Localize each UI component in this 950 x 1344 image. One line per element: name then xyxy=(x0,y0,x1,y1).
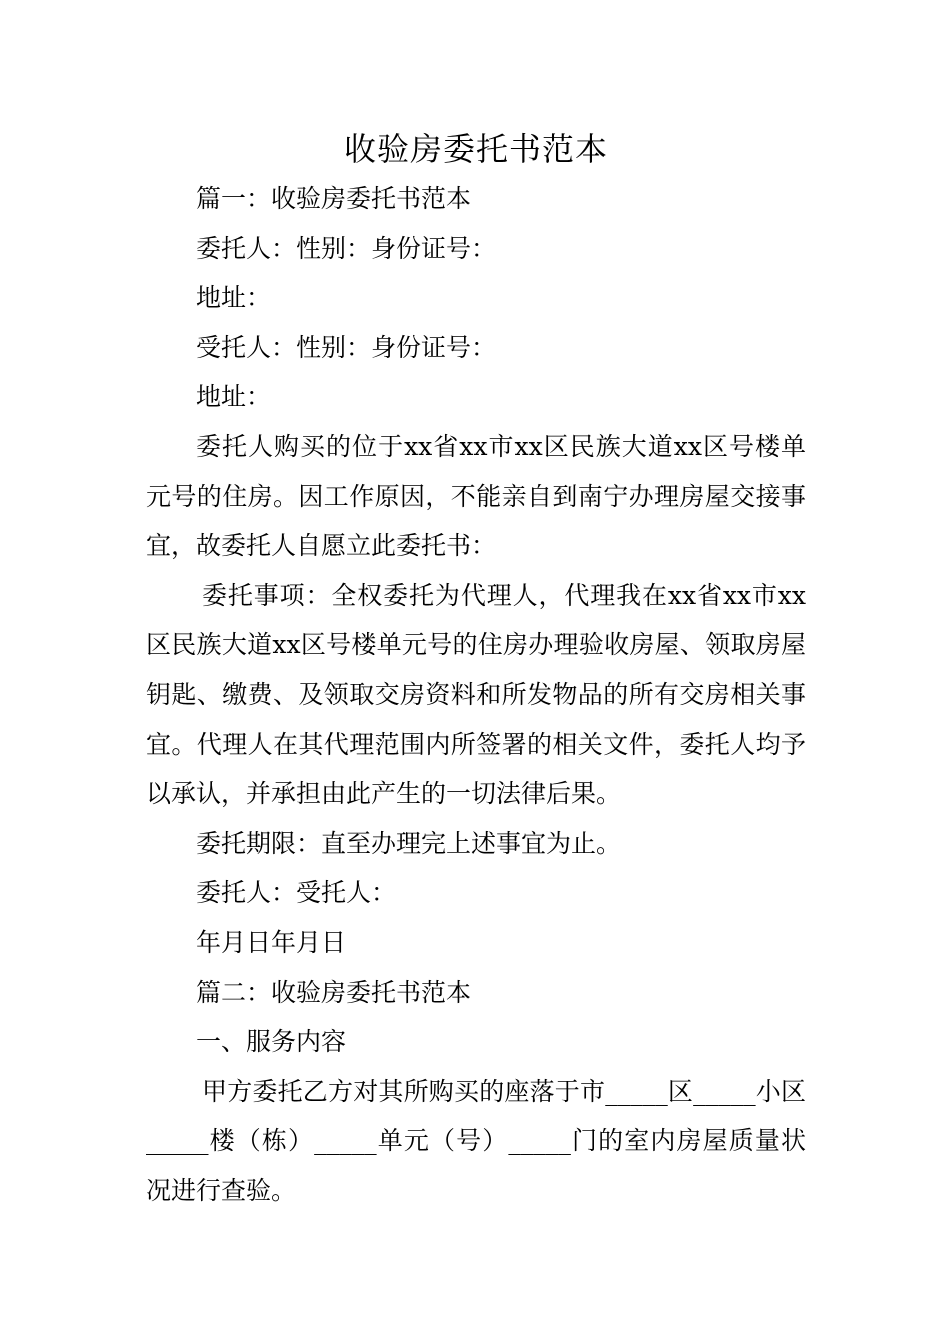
agent-address-line: 地址： xyxy=(196,382,272,412)
service-content-heading: 一、服务内容 xyxy=(196,1027,347,1057)
date-line: 年月日年月日 xyxy=(196,927,347,957)
entrusted-matters-paragraph: 委托事项：全权委托为代理人，代理我在xx省xx市xx区民族大道xx区号楼单元号的住房办理验收房屋、领取房屋钥匙、缴费、及领取交房资料和所发物品的所有交房相关事宜。代理人在其代理范围内所签署的相关文件，委托人均予以承认，并承担由此产生的一切法律后果。 xyxy=(146,580,806,809)
document-body xyxy=(146,124,806,1215)
document-title: 收验房委托书范本 xyxy=(343,130,608,168)
signature-line: 委托人：受托人： xyxy=(196,878,397,908)
principal-address-line: 地址： xyxy=(196,283,272,313)
service-content-paragraph: 甲方委托乙方对其所购买的座落于市_____区_____小区_____楼（栋）_____单元（号）_____门的室内房屋质量状况进行查验。 xyxy=(146,1076,806,1205)
agent-info-line: 受托人：性别：身份证号： xyxy=(196,332,497,362)
principal-info-line: 委托人：性别：身份证号： xyxy=(196,233,497,263)
purchase-statement-paragraph: 委托人购买的位于xx省xx市xx区民族大道xx区号楼单元号的住房。因工作原因，不能亲自到南宁办理房屋交接事宜，故委托人自愿立此委托书： xyxy=(146,431,806,561)
entrustment-period-line: 委托期限：直至办理完上述事宜为止。 xyxy=(196,828,622,858)
section-heading: 篇一：收验房委托书范本 xyxy=(196,184,472,213)
section-heading: 篇二：收验房委托书范本 xyxy=(196,977,472,1007)
